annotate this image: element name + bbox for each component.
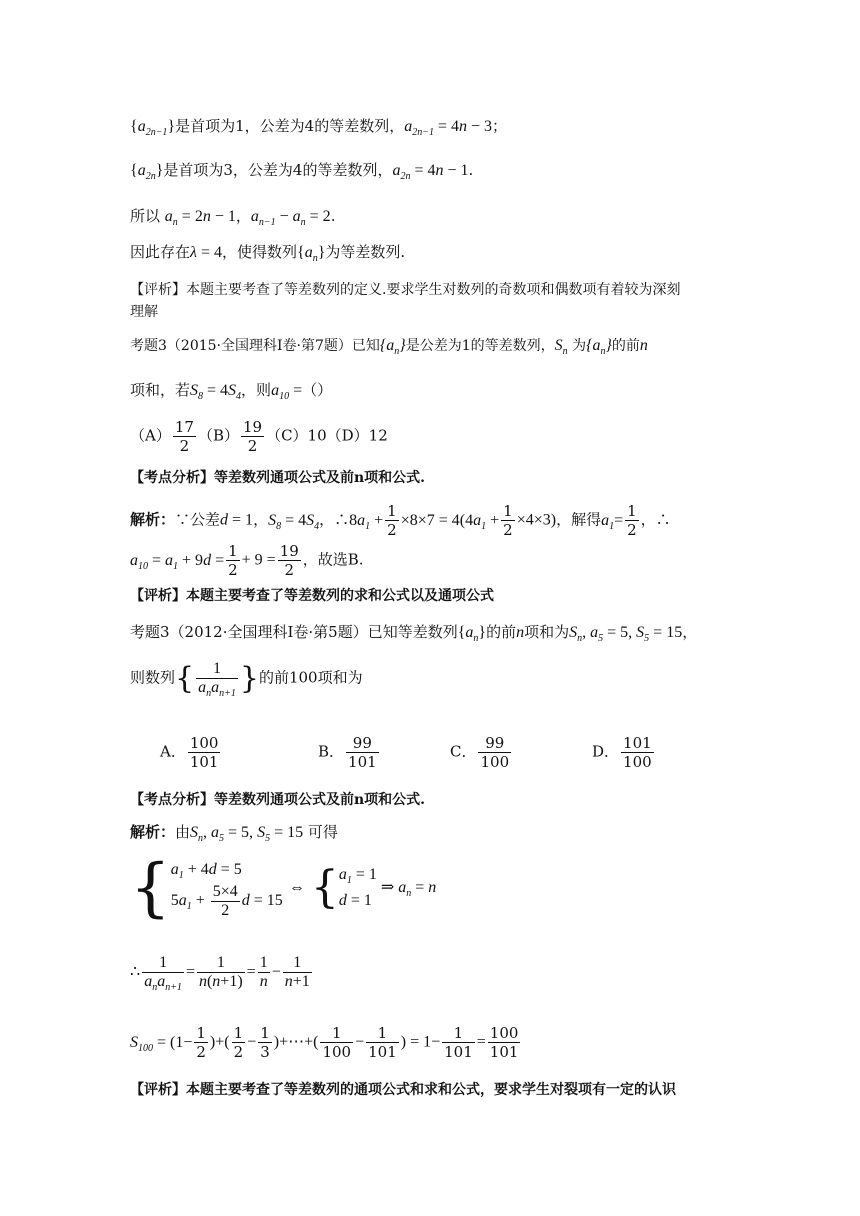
- q2-stem: 考题3（2012·全国理科Ⅰ卷·第5题）已知等差数列$\{a_n\}$的前n项和为$S_n$, $a_5 = 5$, $S_5 = 15$，: [130, 623, 698, 644]
- comment-1: 【评析】本题主要考查了等差数列的定义.要求学生对数列的奇数项和偶数项有着较为深刻: [130, 282, 681, 298]
- q2-option-a: A． $\frac{100}{101}$: [160, 734, 219, 771]
- q2-option-d: D． $\frac{101}{100}$: [592, 734, 652, 771]
- line-conclusion: 因此存在λ = 4，使得数列$\{a_n\}$为等差数列.: [130, 243, 406, 264]
- q1-stem: 考题3（2015·全国理科Ⅰ卷·第7题）已知$\{a_n\}$是公差为1的等差数列，$S_n$ 为$\{a_n\}$的前n: [130, 337, 648, 357]
- q2-stem-cont: 则数列{ $\frac{1}{a_na_{n+1}}$ }的前100项和为: [130, 660, 363, 699]
- q1-stem-cont: 项和，若$S_8 = 4S_4$，则$a_{10}$ =（）: [130, 381, 333, 402]
- q2-system: { $a_1 + 4d = 5$ $5a_1$ + $\frac{5\times 4}{2}$ d = 15 ⇔ { $a_1 = 1$ d = 1 ⇒ $a_n = n$: [130, 851, 437, 925]
- comment-1-cont: 理解: [130, 304, 158, 320]
- q2-option-b: B． $\frac{99}{101}$: [318, 734, 377, 771]
- q2-option-c: C． $\frac{99}{100}$: [450, 734, 510, 771]
- q1-analysis: 【考点分析】等差数列通项公式及前n项和公式.: [130, 470, 426, 486]
- q2-comment: 【评析】本题主要考查了等差数列的通项公式和求和公式，要求学生对裂项有一定的认识: [130, 1082, 676, 1098]
- q2-sum: $S_{100} = (1-$ $\frac{1}{2}$ )+( $\frac{1}{2}$ − $\frac{1}{3}$ )+⋯+( $\frac{1}{100}$ − $\frac{1}{101}$ ) = 1− $\frac{1}{101}$ = $\frac{100}{101}$: [130, 1024, 519, 1061]
- line-general-term: 所以 $a_n = 2n - 1$，$a_{n-1} - a_n = 2$.: [130, 207, 336, 228]
- q1-solution: 解析：∵公差d = 1，$S_8 = 4S_4$，$\therefore 8a_1$ + $\frac{1}{2}$ $\times 8\times 7 = 4(4a_1$ + $\frac{1}{2}$ ×4×3)，解得$a_1=$ $\frac{1}{2}$ ，∴: [130, 502, 671, 539]
- q1-options: （A） $\frac{17}{2}$ （B） $\frac{19}{2}$ （C）10（D）12: [130, 418, 388, 455]
- q1-solution-cont: $a_{10} = a_1 + 9d$ = $\frac{1}{2}$ + 9 = $\frac{19}{2}$ ，故选B.: [130, 542, 364, 579]
- q2-split-term: ∴ $\frac{1}{a_na_{n+1}}$ = $\frac{1}{n(n+1)}$ = $\frac{1}{n}$ − $\frac{1}{n+1}$: [130, 954, 310, 993]
- line-even-terms: $\{a_{2n}\}$是首项为3，公差为4的等差数列，$a_{2n} = 4n - 1$.: [130, 161, 474, 182]
- line-odd-terms: $\{a_{2n-1}\}$是首项为1，公差为4的等差数列，$a_{2n-1} = 4n - 3$；: [130, 117, 508, 138]
- q2-solution: 解析：由$S_n$, $a_5 = 5$, $S_5 = 15$ 可得: [130, 823, 338, 844]
- q1-comment: 【评析】本题主要考查了等差数列的求和公式以及通项公式: [130, 588, 494, 604]
- q2-analysis: 【考点分析】等差数列通项公式及前n项和公式.: [130, 792, 426, 808]
